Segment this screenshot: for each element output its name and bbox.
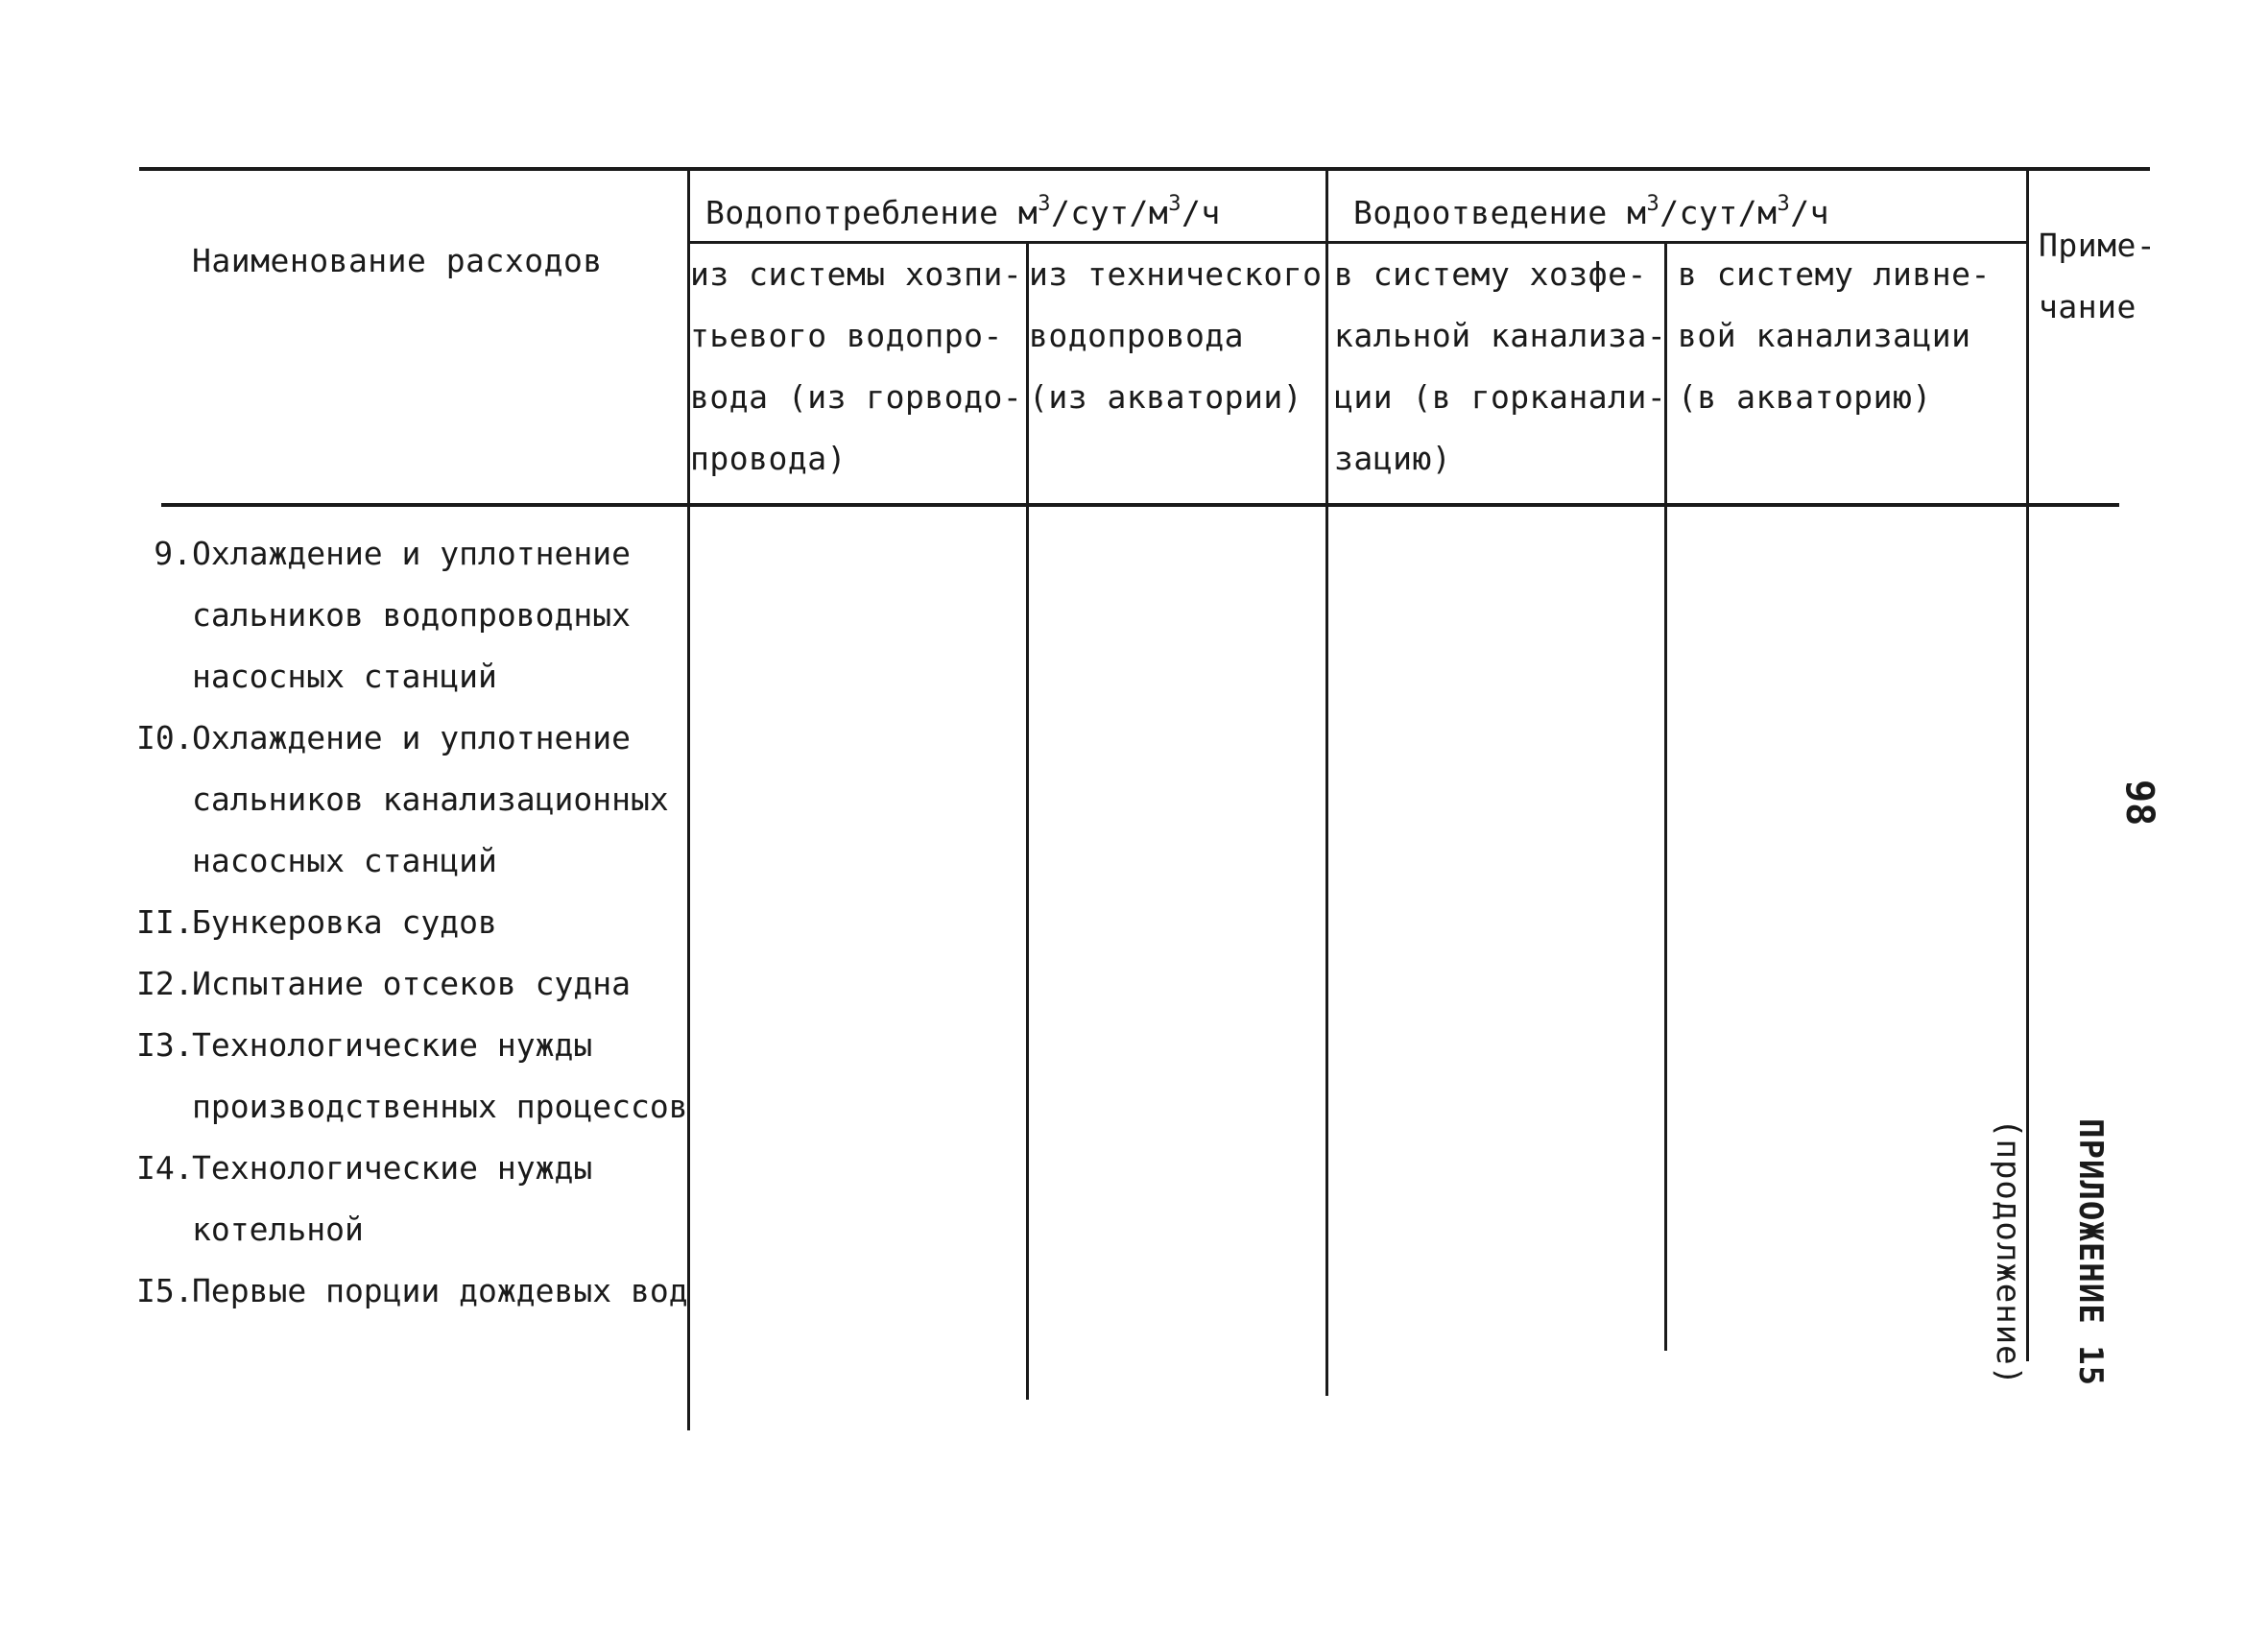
item-description: Технологические нужды производственных процессов [192,1026,688,1125]
item-description: Испытание отсеков судна [192,965,631,1002]
item-description: Первые порции дождевых вод [192,1272,688,1309]
header-bottom-rule [161,503,2119,507]
table-top-rule [139,167,2150,171]
header-water-supply: Водопотребление $м^3/сут/м^3/ч$ [705,192,1221,231]
subheader-fecal-sewer: в систему хозфе- кальной канализа- ции (в горканали- зацию) [1334,255,1667,477]
page-number: 98 [2117,780,2161,827]
header-note-column: Приме- чание [2039,227,2157,325]
item-description: Охлаждение и уплотнение сальников канализационных насосных станций [192,719,669,879]
header-water-drain: Водоотведение $м^3/сут/м^3/ч$ [1353,192,1829,231]
item-number: I5. [136,1272,194,1309]
item-description: Охлаждение и уплотнение сальников водопроводных насосных станций [192,535,631,695]
item-number: I3. [136,1026,194,1064]
appendix-label: ПРИЛОЖЕНИЕ 15 [2071,1118,2110,1387]
col-divider-groups [1325,167,1328,1396]
item-number: 9. [154,535,192,572]
continuation-label: (продолжение) [1989,1118,2027,1387]
item-number: I0. [136,719,194,756]
item-number: I4. [136,1149,194,1187]
item-description: Технологические нужды котельной [192,1149,593,1248]
item-number: I2. [136,965,194,1002]
subheader-technical-supply: из технического водопровода (из акватории) [1029,255,1323,416]
item-number: II. [136,903,194,941]
subheader-storm-sewer: в систему ливне- вой канализации (в акваторию) [1678,255,1991,416]
subheader-potable-supply: из системы хозпи- тьевого водопро- вода (из горводо- провода) [690,255,1023,477]
item-description: Бункеровка судов [192,903,497,941]
header-name-column: Наименование расходов [192,242,603,279]
